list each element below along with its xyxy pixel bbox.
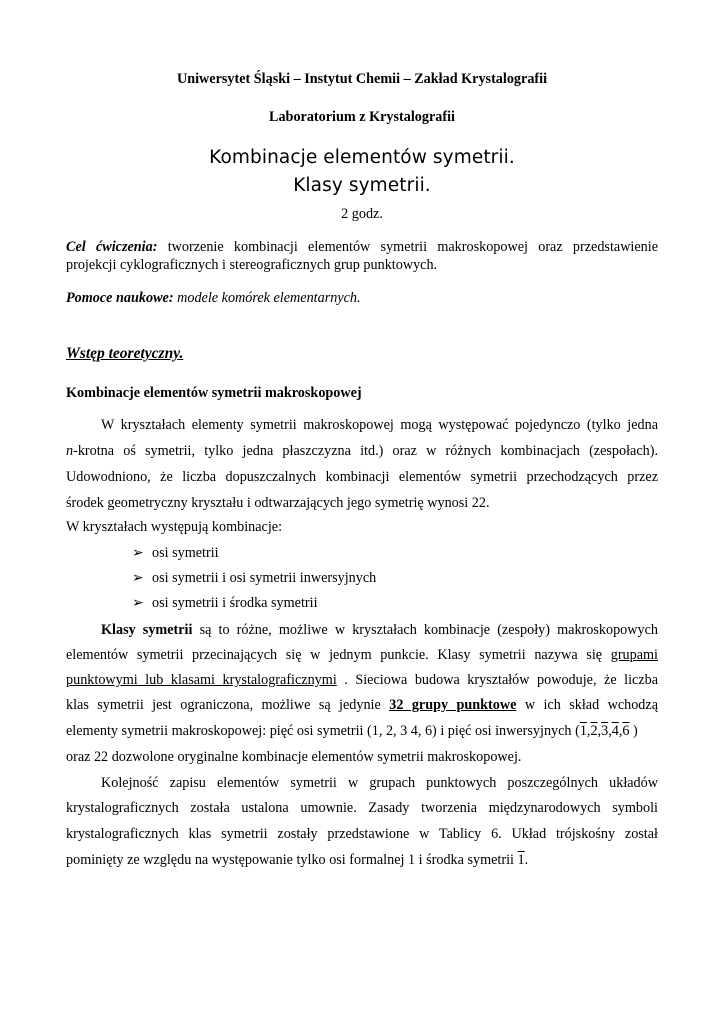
para2-line3: [66, 671, 658, 689]
para2-line5: elementy symetrii makroskopowej: pięć osi symetrii (1, 2, 3 4, 6) i pięć osi inwersyjnych (1,2,3,4,6 ): [66, 723, 638, 739]
para3-line2: krystalograficznych została ustalona umownie. Zasady tworzenia międzynarodowych symboli: [66, 800, 658, 816]
arrow-bullet-icon: ➢: [132, 570, 144, 586]
para3-line4-text: pominięty ze względu na występowanie tylko osi formalnej 1 i środka symetrii: [66, 852, 518, 868]
para3-line4: [66, 851, 528, 869]
inversion-axis: 3: [601, 723, 609, 739]
inversion-axis: 1: [579, 723, 587, 739]
para1-line2: [66, 442, 658, 460]
para2-line2: [66, 646, 658, 664]
para2-line5-text: elementy symetrii makroskopowej: pięć osi symetrii (1, 2, 3 4, 6) i pięć osi inwersyjnych (: [66, 723, 580, 739]
para1-line3: Udowodniono, że liczba dopuszczalnych kombinacji elementów symetrii przechodzących przez: [66, 469, 658, 485]
para1-line4: środek geometryczny kryształu i odtwarzających jego symetrię wynosi 22.: [66, 495, 490, 511]
para3-line3: krystalograficznych klas symetrii zostały przedstawione w Tablicy 6. Układ trójskośny został: [66, 826, 658, 842]
aids-label: Pomoce naukowe:: [66, 290, 174, 306]
para2-line3-rest: . Sieciowa budowa kryształów powoduje, że liczba: [336, 672, 659, 688]
para2-line1-rest: są to różne, możliwe w kryształach kombinacje (zespoły) makroskopowych: [192, 622, 658, 638]
list-item: [132, 544, 219, 562]
para2-underlined-1: grupami: [610, 647, 658, 663]
point-groups-count: 32 grupy punktowe: [389, 697, 517, 713]
inversion-axis: 4: [611, 723, 619, 739]
goal-text-1: tworzenie kombinacji elementów symetrii makroskopowej oraz przedstawienie: [157, 239, 659, 255]
lab-title: Laboratorium z Krystalografii: [269, 109, 455, 125]
para2-line2-text: elementów symetrii przecinających się w jednym punkcie. Klasy symetrii nazywa się: [66, 647, 611, 663]
institution-header: Uniwersytet Śląski – Instytut Chemii – Zakład Krystalografii: [176, 71, 548, 87]
para2-underlined-2: punktowymi lub klasami krystalograficznymi: [66, 672, 337, 688]
list-item-text: osi symetrii i środka symetrii: [152, 595, 318, 611]
goal-line2: projekcji cyklograficznych i stereograficznych grup punktowych.: [66, 257, 438, 273]
para2-line1: [101, 621, 658, 639]
list-item: [132, 569, 376, 587]
arrow-bullet-icon: ➢: [132, 595, 144, 611]
para2-line4-rest: w ich skład wchodzą: [516, 697, 658, 713]
document-title-line2: Klasy symetrii.: [293, 175, 431, 196]
section-subheading: Kombinacje elementów symetrii makroskopowej: [66, 385, 362, 401]
para3-line4-end: .: [524, 852, 529, 868]
inversion-axis: 2: [590, 723, 598, 739]
list-item-text: osi symetrii i osi symetrii inwersyjnych: [152, 570, 377, 586]
inversion-axis: 6: [622, 723, 630, 739]
arrow-bullet-icon: ➢: [132, 545, 144, 561]
para2-term: Klasy symetrii: [101, 622, 193, 638]
goal-line1: [66, 238, 658, 256]
para1-line5: W kryształach występują kombinacje:: [66, 519, 283, 535]
para2-line4: [66, 696, 658, 714]
para2-line5-end: ): [629, 723, 638, 739]
document-title-line1: Kombinacje elementów symetrii.: [209, 147, 515, 168]
section-heading: Wstęp teoretyczny.: [66, 345, 184, 362]
para2-line4-text: klas symetrii jest ograniczona, możliwe są jedynie: [66, 697, 390, 713]
para2-line6: oraz 22 dozwolone oryginalne kombinacje elementów symetrii makroskopowej.: [66, 749, 522, 765]
list-item-text: osi symetrii: [152, 545, 219, 561]
para1-line1: W kryształach elementy symetrii makroskopowej mogą występować pojedynczo (tylko jedna: [101, 417, 658, 433]
para1-n: n: [66, 443, 74, 459]
list-item: [132, 594, 318, 612]
para3-line1: Kolejność zapisu elementów symetrii w grupach punktowych poszczególnych układów: [101, 775, 658, 791]
aids-line: [66, 289, 361, 307]
inversion-center-symbol: 1: [517, 852, 525, 868]
para1-line2-rest: -krotna oś symetrii, tylko jedna płaszczyzna itd.) oraz w różnych kombinacjach (zespołach).: [73, 443, 658, 459]
goal-label: Cel ćwiczenia:: [66, 239, 158, 255]
duration: 2 godz.: [341, 206, 383, 222]
aids-text: modele komórek elementarnych.: [173, 290, 361, 306]
